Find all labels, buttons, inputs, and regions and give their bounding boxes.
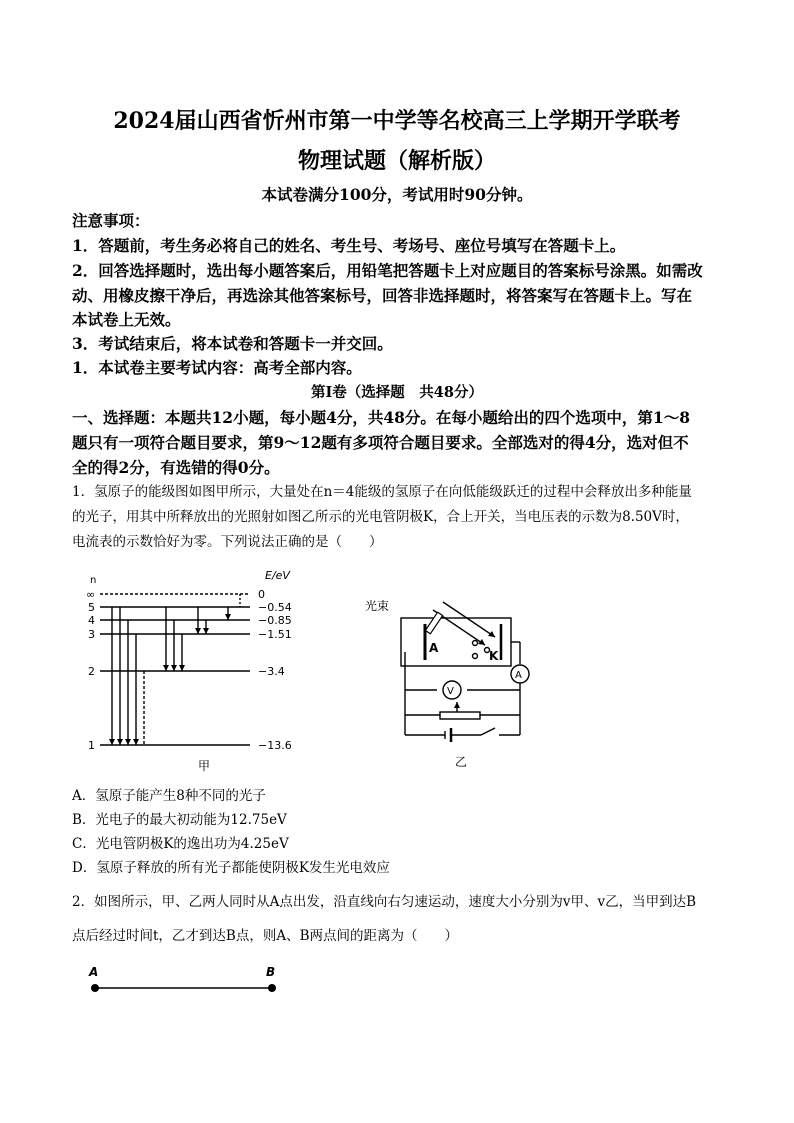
- level-n-inf: ∞: [86, 588, 96, 601]
- note-line: 2．回答选择题时，选出每小题答案后，用铅笔把答题卡上对应题目的答案标号涂黑。如需改: [72, 261, 703, 280]
- level-e-2: −3.4: [258, 665, 285, 678]
- level-n-5: 5: [88, 601, 95, 614]
- level-n-3: 3: [88, 628, 95, 641]
- level-e-4: −0.85: [258, 614, 292, 627]
- q1-stem-line: 1．氢原子的能级图如图甲所示，大量处在n＝4能级的氢原子在向低能级跃迁的过程中会释放出多种能量: [72, 484, 692, 500]
- q2-stem-line: 2．如图所示，甲、乙两人同时从A点出发，沿直线向右匀速运动，速度大小分别为v甲、v乙，当甲到达B: [72, 894, 697, 910]
- level-n-1: 1: [88, 739, 95, 752]
- exam-info: 本试卷满分100分，考试用时90分钟。: [261, 185, 533, 204]
- q1-stem-line: 电流表的示数恰好为零。下列说法正确的是（ ）: [72, 534, 383, 550]
- paper-title: 2024届山西省忻州市第一中学等名校高三上学期开学联考: [113, 108, 681, 134]
- q1-option: A．氢原子能产生8种不同的光子: [72, 788, 266, 804]
- note-line: 1．本试卷主要考试内容：高考全部内容。: [72, 358, 362, 377]
- note-line: 3．考试结束后，将本试卷和答题卡一并交回。: [72, 334, 393, 353]
- section-instruction: 一、选择题：本题共12小题，每小题4分，共48分。在每小题给出的四个选项中，第1～8: [72, 408, 690, 427]
- point-a-dot: [91, 984, 99, 992]
- level-e-5: −0.54: [258, 601, 292, 614]
- n-label: n: [90, 575, 97, 586]
- point-a-label: A: [89, 965, 99, 979]
- notes-heading: 注意事项：: [72, 211, 150, 230]
- level-e-3: −1.51: [258, 628, 292, 641]
- level-n-2: 2: [88, 665, 95, 678]
- section-title: 第Ⅰ卷（选择题 共48分）: [311, 384, 483, 401]
- note-line: 1．答题前，考生务必将自己的姓名、考生号、考场号、座位号填写在答题卡上。: [72, 236, 626, 255]
- section-instruction: 全的得2分，有选错的得0分。: [72, 458, 280, 477]
- point-b-label: B: [266, 965, 276, 979]
- anode-label: A: [429, 641, 439, 655]
- q1-stem-line: 的光子，用其中所释放出的光照射如图乙所示的光电管阴极K，合上开关，当电压表的示数为8.50V时，: [72, 509, 689, 525]
- q1-option: C．光电管阴极K的逸出功为4.25eV: [72, 836, 289, 852]
- q1-option: D．氢原子释放的所有光子都能使阴极K发生光电效应: [72, 860, 390, 876]
- voltmeter-label: V: [447, 686, 454, 697]
- q1-option: B．光电子的最大初动能为12.75eV: [72, 812, 287, 828]
- note-line: 动、用橡皮擦干净后，再选涂其他答案标号，回答非选择题时，将答案写在答题卡上。写在: [72, 286, 693, 305]
- point-b-dot: [268, 984, 276, 992]
- cathode-label: K: [489, 649, 499, 663]
- energy-level-diagram: [80, 565, 340, 775]
- section-instruction: 题只有一项符合题目要求，第9～12题有多项符合题目要求。全部选对的得4分，选对但不: [72, 433, 689, 452]
- q2-stem-line: 点后经过时间t，乙才到达B点，则A、B两点间的距离为（ ）: [72, 928, 459, 944]
- energy-axis-label: E/eV: [265, 569, 290, 582]
- note-line: 本试卷上无效。: [72, 310, 181, 329]
- segment-ab-diagram: [85, 962, 285, 998]
- paper-subtitle: 物理试题（解析版）: [297, 148, 496, 174]
- level-e-1: −13.6: [258, 739, 292, 752]
- level-e-inf: 0: [258, 588, 265, 601]
- light-beam-label: 光束: [365, 599, 390, 613]
- figure-label-yi: 乙: [455, 755, 468, 769]
- figure-label-jia: 甲: [198, 759, 211, 773]
- level-n-4: 4: [88, 614, 95, 627]
- photoelectric-circuit: [365, 590, 545, 770]
- ammeter-label: A: [515, 670, 522, 681]
